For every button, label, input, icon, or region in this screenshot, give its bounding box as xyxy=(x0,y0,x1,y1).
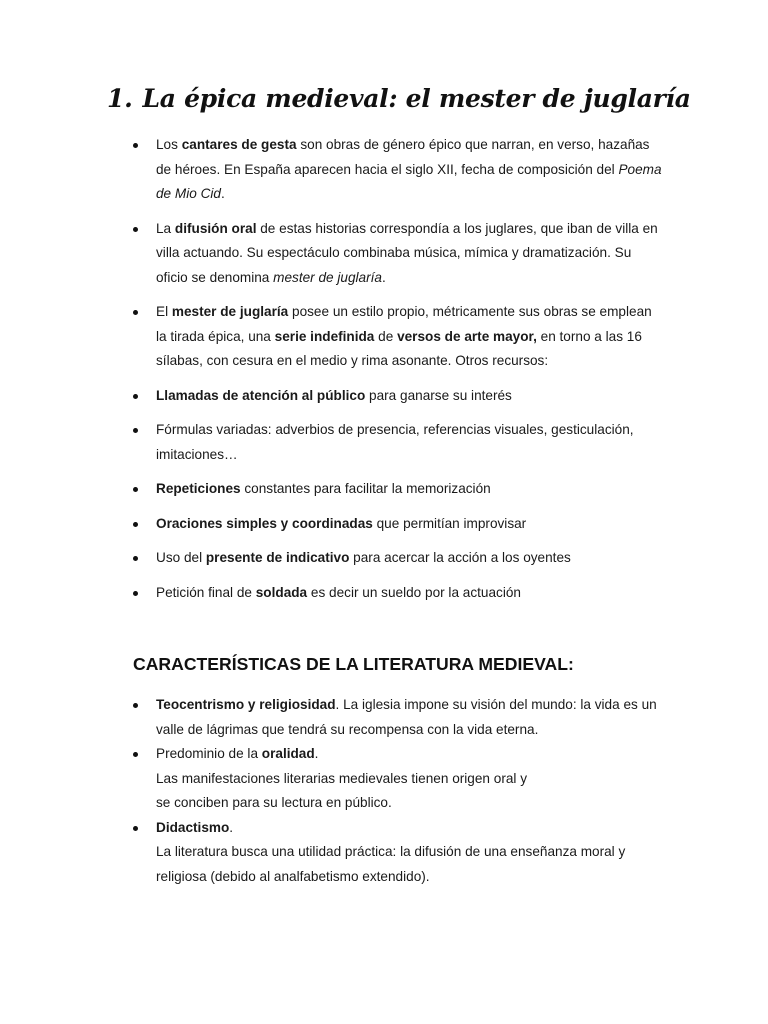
list-item xyxy=(133,816,663,890)
list-item xyxy=(133,512,663,537)
body-text: se conciben para su lectura en público. xyxy=(156,795,392,810)
emphasis-text: versos de arte mayor, xyxy=(397,328,537,344)
body-text: . xyxy=(381,269,386,285)
bullet-icon xyxy=(133,752,138,757)
emphasis-text: Repeticiones xyxy=(156,481,241,496)
bullet-icon xyxy=(133,522,138,527)
body-text: Fórmulas variadas: adverbios de presencia, referencias visuales, gesticulación, imitaciones… xyxy=(156,422,634,462)
section-heading xyxy=(107,84,727,113)
italic-title-text: Poema de Mio Cid xyxy=(156,161,662,201)
bullet-icon xyxy=(133,428,138,433)
bullet-icon xyxy=(133,556,138,561)
emphasis-text: difusión oral xyxy=(174,220,257,236)
body-text: constantes para facilitar la memorización xyxy=(240,481,491,496)
characteristics-heading: CARACTERÍSTICAS DE LA LITERATURA MEDIEVAL: xyxy=(133,654,574,674)
italic-title-text: mester de juglaría xyxy=(273,269,382,285)
emphasis-text: Oraciones simples y coordinadas xyxy=(156,515,373,531)
body-text: La xyxy=(156,220,175,236)
section-number: 1. xyxy=(107,84,133,113)
emphasis-text: Llamadas de atención al público xyxy=(156,387,366,403)
list-item xyxy=(133,546,663,571)
characteristics-bullet-list xyxy=(133,693,663,889)
emphasis-text: serie indefinida xyxy=(274,328,375,344)
bullet-icon xyxy=(133,591,138,596)
emphasis-text: Teocentrismo y religiosidad xyxy=(156,697,336,712)
list-item xyxy=(133,477,663,502)
section-title: La épica medieval: el mester de juglaría xyxy=(142,84,691,113)
body-text: Los xyxy=(156,137,182,152)
emphasis-text: presente de indicativo xyxy=(205,550,350,565)
bullet-icon xyxy=(133,703,138,708)
bullet-icon xyxy=(133,227,138,232)
list-item xyxy=(133,693,663,742)
juglaria-bullet-list xyxy=(133,133,663,615)
bullet-icon xyxy=(133,826,138,831)
body-text: Predominio de la xyxy=(156,746,262,761)
body-text: . xyxy=(229,819,234,835)
body-text: El xyxy=(156,304,172,319)
list-item xyxy=(133,418,663,467)
list-item xyxy=(133,300,663,374)
emphasis-text: Didactismo xyxy=(156,819,230,835)
body-text: . xyxy=(220,186,225,201)
body-text: . xyxy=(314,746,319,761)
bullet-icon xyxy=(133,310,138,315)
body-text: que permitían improvisar xyxy=(372,515,527,531)
body-text: . La iglesia impone su visión del mundo: la vida es un valle de lágrimas que tendrá su recompensa con la vida eterna. xyxy=(156,697,657,737)
list-item xyxy=(133,384,663,409)
emphasis-text: mester de juglaría xyxy=(171,304,289,319)
body-text: posee un estilo propio, métricamente sus obras se emplean la tirada épica, una xyxy=(156,304,652,344)
emphasis-text: cantares de gesta xyxy=(181,137,297,152)
body-text: es decir un sueldo por la actuación xyxy=(307,584,521,600)
body-text: Petición final de xyxy=(156,584,256,600)
body-text: La literatura busca una utilidad práctica: la difusión de una enseñanza moral y religiosa (debido al analfabetismo extendido). xyxy=(156,844,626,884)
emphasis-text: soldada xyxy=(255,584,308,600)
list-item xyxy=(133,217,663,291)
body-text: de estas historias correspondía a los juglares, que iban de villa en villa actuando. Su espectáculo combinaba música, mímica y dramatización. Su oficio se denomina xyxy=(156,220,658,285)
list-item xyxy=(133,742,663,816)
bullet-icon xyxy=(133,487,138,492)
body-text: para acercar la acción a los oyentes xyxy=(349,550,571,565)
list-item xyxy=(133,581,663,606)
bullet-icon xyxy=(133,143,138,148)
list-item xyxy=(133,133,663,207)
body-text: en torno a las 16 sílabas, con cesura en el medio y rima asonante. Otros recursos: xyxy=(156,328,642,368)
body-text: de xyxy=(374,328,398,344)
body-text: Las manifestaciones literarias medievales tienen origen oral y xyxy=(156,770,528,786)
body-text: Uso del xyxy=(156,550,206,565)
emphasis-text: oralidad xyxy=(261,746,315,761)
body-text: son obras de género épico que narran, en verso, hazañas de héroes. En España aparecen hacia el siglo XII, fecha de composición del xyxy=(156,137,650,177)
bullet-icon xyxy=(133,394,138,399)
body-text: para ganarse su interés xyxy=(365,387,512,403)
